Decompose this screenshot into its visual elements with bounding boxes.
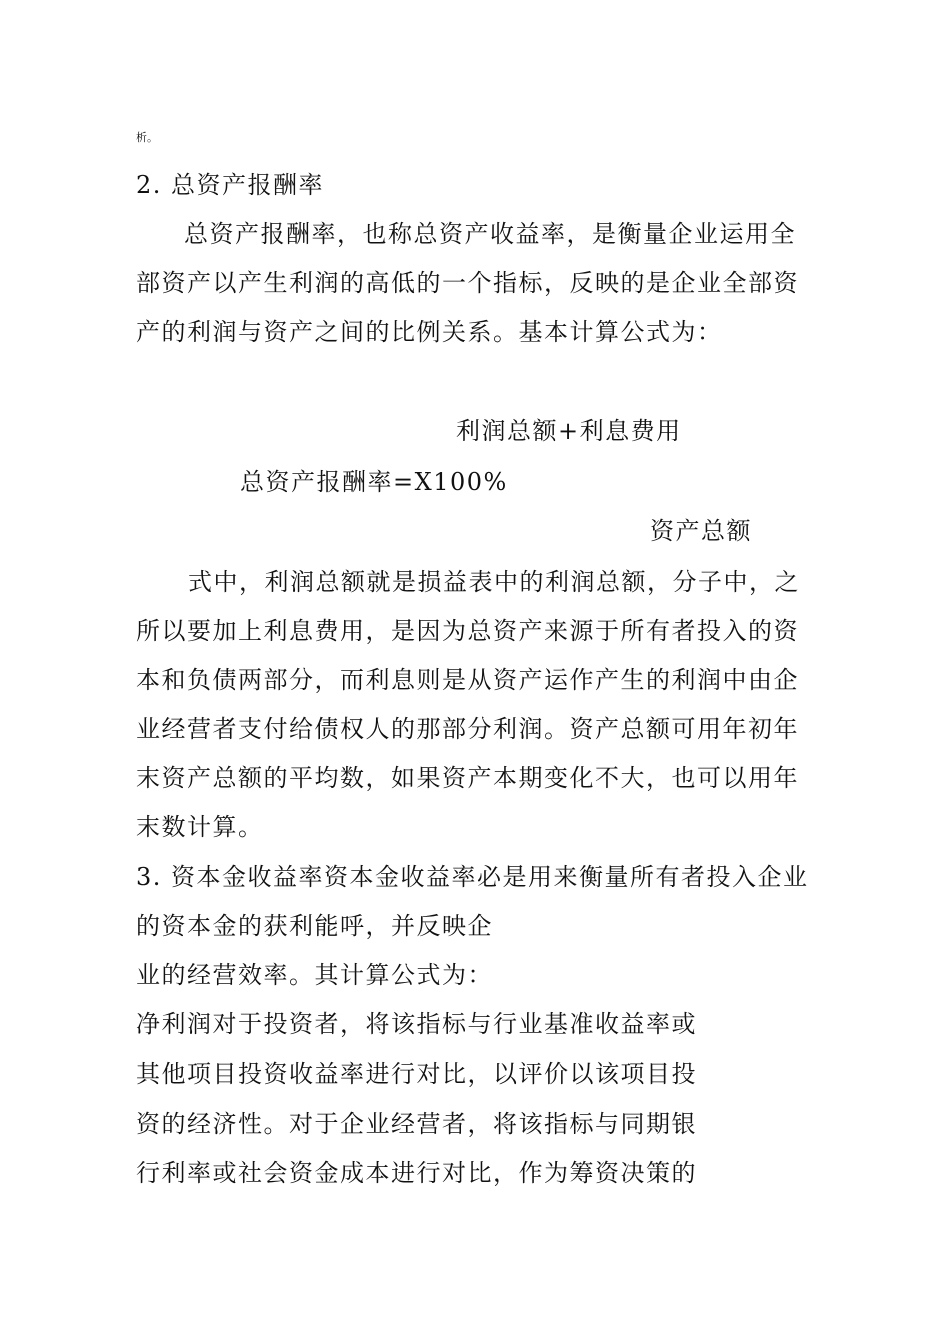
section-3-line: 其他项目投资收益率进行对比，以评价以该项目投 [136,1060,697,1088]
section-3-line: 3. 资本金收益率资本金收益率必是用来衡量所有者投入企业 [136,863,809,891]
section-3-line: 业的经营效率。其计算公式为： [136,961,493,989]
paragraph-line: 本和负债两部分，而利息则是从资产运作产生的利润中由企 [136,666,799,694]
paragraph-line: 末资产总额的平均数，如果资产本期变化不大，也可以用年 [136,764,799,792]
paragraph-line: 末数计算。 [136,813,264,841]
paragraph-line: 产的利润与资产之间的比例关系。基本计算公式为： [136,318,723,346]
formula-denominator: 资产总额 [650,517,752,545]
formula-numerator: 利润总额+利息费用 [456,417,682,445]
section-3-line: 行利率或社会资金成本进行对比，作为筹资决策的 [136,1159,697,1187]
formula-left-side: 总资产报酬率=X100% [240,468,508,496]
section-3-line: 资的经济性。对于企业经营者，将该指标与同期银 [136,1110,697,1138]
paragraph-line: 部资产以产生利润的高低的一个指标，反映的是企业全部资 [136,269,799,297]
paragraph-line: 式中，利润总额就是损益表中的利润总额，分子中，之 [188,568,800,596]
top-fragment-text: 析。 [136,131,158,144]
section-3-line: 净利润对于投资者，将该指标与行业基准收益率或 [136,1010,697,1038]
paragraph-line: 总资产报酬率，也称总资产收益率，是衡量企业运用全 [184,220,796,248]
paragraph-line: 所以要加上利息费用，是因为总资产来源于所有者投入的资 [136,617,799,645]
section-3-line: 的资本金的获利能呼，并反映企 [136,912,493,940]
section-2-heading: 2. 总资产报酬率 [136,171,325,199]
paragraph-line: 业经营者支付给债权人的那部分利润。资产总额可用年初年 [136,715,799,743]
